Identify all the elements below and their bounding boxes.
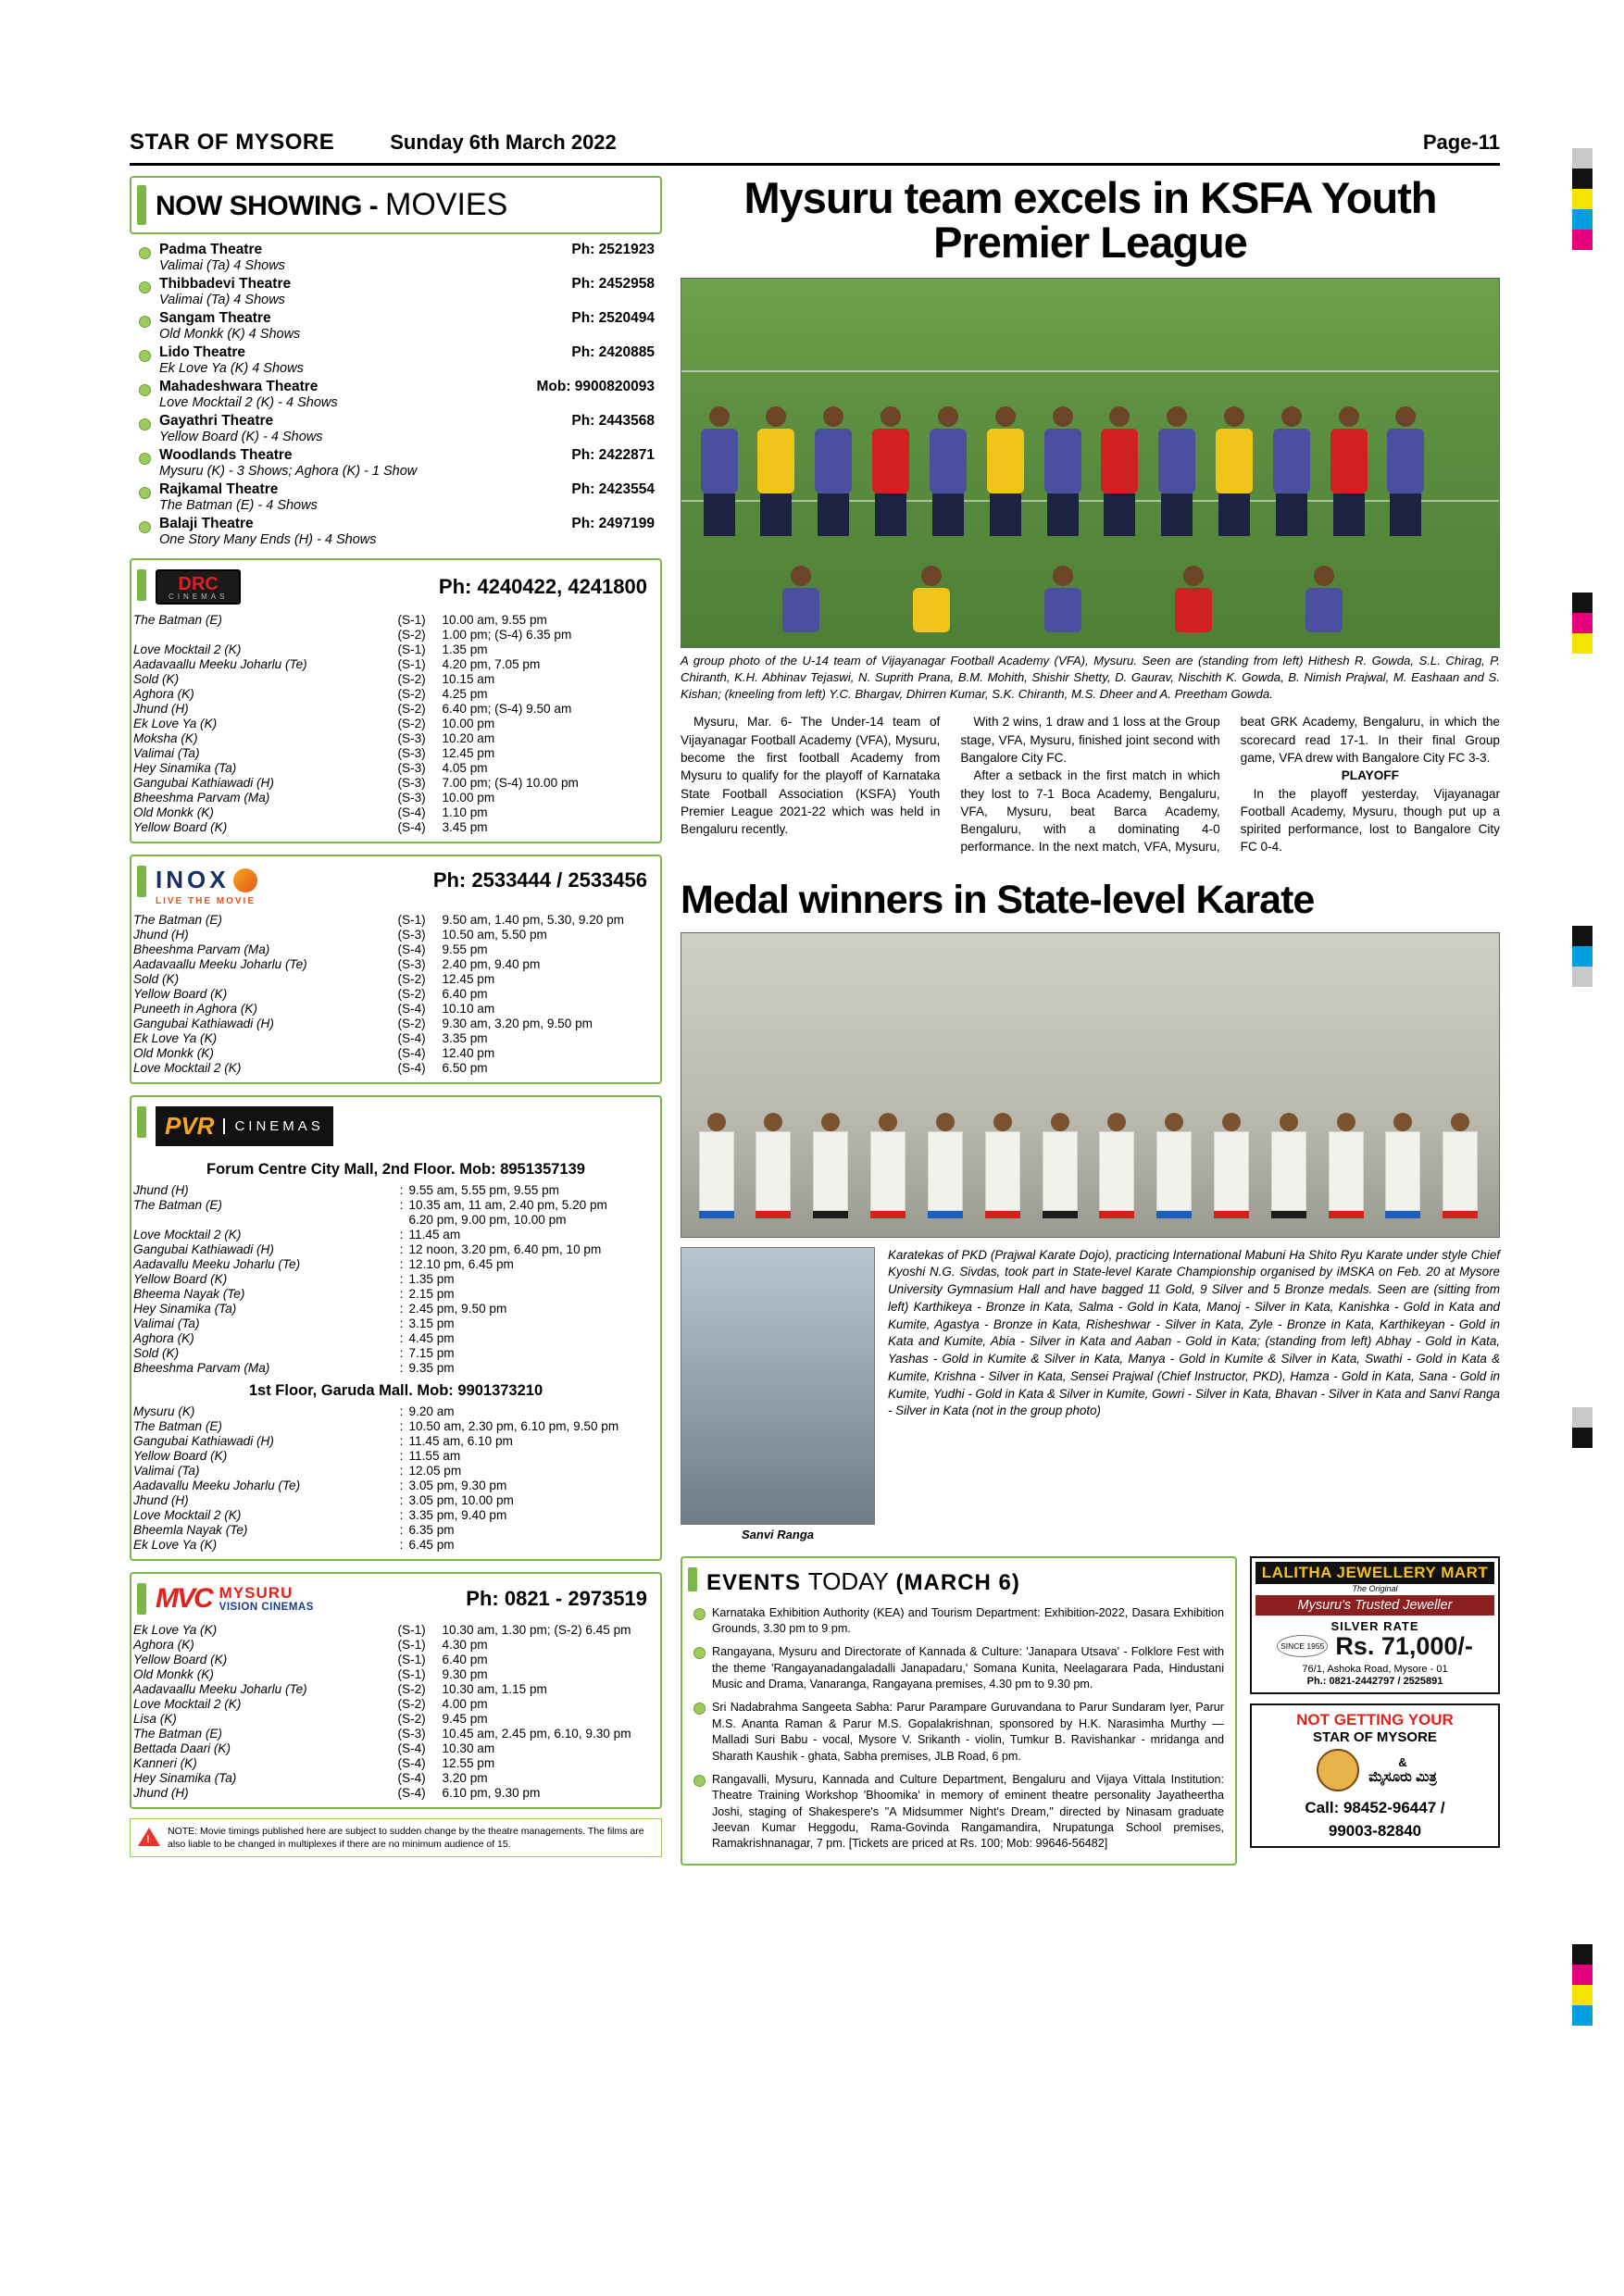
table-row: Valimai (Ta) : 3.15 pm [133, 1316, 455, 1330]
now-showing-header [130, 176, 662, 234]
circulation-ad[interactable] [1250, 1703, 1500, 1848]
now-showing-dash: - [369, 191, 379, 221]
drc-cinemas-block [130, 558, 662, 843]
table-row: Ek Love Ya (K) : 6.45 pm [133, 1537, 455, 1552]
theatre-film: Old Monkk (K) 4 Shows [159, 327, 301, 342]
table-row: Lisa (K) (S-2) 9.45 pm [133, 1711, 488, 1726]
page-number: Page-11 [1422, 131, 1500, 154]
theatre-phone: Ph: 2422871 [571, 447, 655, 463]
table-row: Bheema Nayak (Te) : 2.15 pm [133, 1286, 455, 1301]
theatre-list [130, 242, 662, 547]
story-1-body [681, 713, 1500, 855]
events-title: EVENTS [706, 1569, 802, 1595]
theatre-name: Gayathri Theatre [159, 413, 274, 429]
theatre-film: Love Mocktail 2 (K) - 4 Shows [159, 395, 338, 410]
list-item [130, 481, 662, 513]
theatre-name: Balaji Theatre [159, 516, 254, 531]
print-color-bar-top [1572, 148, 1593, 250]
silver-rate-label: SILVER RATE [1330, 1618, 1419, 1633]
theatre-phone: Ph: 2521923 [571, 242, 655, 257]
table-row: The Batman (E) : 10.50 am, 2.30 pm, 6.10 pm, 9.50 pm [133, 1418, 619, 1433]
table-row: Yellow Board (K) : 11.55 am [133, 1448, 461, 1463]
bottom-row [681, 1556, 1500, 1866]
table-row: Valimai (Ta) (S-3) 12.45 pm [133, 745, 495, 760]
print-color-bar-upper [1572, 593, 1593, 654]
warning-icon [138, 1828, 160, 1846]
mvc-schedule-table [131, 1622, 660, 1800]
theatre-film: One Story Many Ends (H) - 4 Shows [159, 532, 377, 547]
table-row: Jhund (H) : 9.55 am, 5.55 pm, 9.55 pm [133, 1182, 559, 1197]
ad-line-3: ಮೈಸೂರು ಮಿತ್ರ [1368, 1768, 1437, 1785]
print-color-bar-bottom [1572, 1944, 1593, 2026]
jewellery-tagline: The Original [1352, 1583, 1398, 1593]
masthead [130, 130, 1500, 166]
since-badge: SINCE 1955 [1277, 1635, 1328, 1657]
pvr-schedule-table-1 [131, 1182, 660, 1375]
sanvi-name: Sanvi Ranga [741, 1527, 815, 1541]
drc-logo-icon: DRC CINEMAS [156, 569, 241, 605]
table-row: Bettada Daari (K) (S-4) 10.30 am [133, 1741, 495, 1755]
table-row: Aghora (K) (S-1) 4.30 pm [133, 1637, 488, 1652]
table-row: 6.20 pm, 9.00 pm, 10.00 pm [408, 1212, 567, 1227]
theatre-film: The Batman (E) - 4 Shows [159, 498, 318, 513]
table-row: Mysuru (K) : 9.20 am [133, 1404, 455, 1418]
events-today: TODAY [807, 1566, 889, 1595]
jewellery-phone: Ph.: 0821-2442797 / 2525891 [1306, 1676, 1443, 1688]
list-item [130, 413, 662, 444]
silver-rate-value: Rs. 71,000/- [1335, 1631, 1473, 1660]
table-row: Aadavallu Meeku Joharlu (Te) : 3.05 pm, 9.30 pm [133, 1478, 507, 1492]
table-row: Aadavaallu Meeku Joharlu (Te) (S-2) 10.30 am, 1.15 pm [133, 1681, 547, 1696]
jewellery-name: LALITHA JEWELLERY MART [1255, 1562, 1494, 1584]
events-date: (MARCH 6) [895, 1569, 1020, 1595]
print-color-bar-mid [1572, 926, 1593, 987]
list-item [130, 242, 662, 273]
theatre-name: Lido Theatre [159, 344, 246, 360]
playoff-subhead: PLAYOFF [1341, 768, 1399, 783]
table-row: Gangubai Kathiawadi (H) (S-3) 7.00 pm; (S-4) 10.00 pm [133, 775, 579, 790]
list-item: Rangavalli, Mysuru, Kannada and Culture Department, Bengaluru and Vijaya Vittala Institution: Theatre Training Workshop 'Bhoomika' in memory of eminent theatre personality Jayatheertha Joshi, staging of Shakespere's "A Midsummer Night's Dream," directed by Ninasam graduate Jeevan Kumar Heggodu, Rama-Govinda Rangamandira, Nrupatunga School premises, Ramakrishnanagar, 7 pm. [Tickets are priced at Rs. 100; Mob: 99646-56482] [682, 1768, 1235, 1856]
list-item: Rangayana, Mysuru and Directorate of Kannada & Culture: 'Janapara Utsava' - Folklore Fest with the theme 'Rangayanadangaladalli Janapadaru,' Somana Kunita, Neelagarara Pada, Hindustani Music and Drama, Vanaranga, Rangayana premises, 4.30 pm to 9.30 pm. [682, 1641, 1235, 1696]
mascot-icon [1317, 1749, 1359, 1791]
list-item [130, 344, 662, 376]
table-row: Love Mocktail 2 (K) (S-2) 4.00 pm [133, 1696, 488, 1711]
events-today-block [681, 1556, 1237, 1866]
football-team-photo [681, 278, 1500, 648]
table-row: Jhund (H) : 3.05 pm, 10.00 pm [133, 1492, 514, 1507]
table-row: The Batman (E) (S-1) 9.50 am, 1.40 pm, 5.30, 9.20 pm [133, 912, 624, 927]
issue-date: Sunday 6th March 2022 [390, 131, 617, 154]
table-row: Bheeshma Parvam (Ma) (S-3) 10.00 pm [133, 790, 495, 805]
table-row: Jhund (H) (S-3) 10.50 am, 5.50 pm [133, 927, 547, 942]
theatre-phone: Ph: 2520494 [571, 310, 655, 326]
theatre-film: Ek Love Ya (K) 4 Shows [159, 361, 304, 376]
story-1-caption: A group photo of the U-14 team of Vijayanagar Football Academy (VFA), Mysuru. Seen are (standing from left) Hithesh R. Gowda, S.L. Chirag, P. Chiranth, K.H. Abhinav Tejaswi, N. Suprith Prana, B.M. Mohith, Shishir Shetty, D. Gaurav, Nischith K. Gowda, B. Nimish Prajwal, M. Eashaan and S. Kishan; (kneeling from left) Y.C. Bhargav, Dhirren Kumar, S.K. Chiranth, M.S. Dheer and A. Preetham Gowda. [681, 653, 1500, 701]
table-row: The Batman (E) (S-1) 10.00 am, 9.55 pm [133, 612, 547, 627]
jewellery-address: 76/1, Ashoka Road, Mysore - 01 [1302, 1663, 1448, 1675]
theatre-name: Thibbadevi Theatre [159, 276, 292, 292]
table-row: The Batman (E) : 10.35 am, 11 am, 2.40 pm, 5.20 pm [133, 1197, 607, 1212]
table-row: Bheemla Nayak (Te) : 6.35 pm [133, 1522, 455, 1537]
table-row: Gangubai Kathiawadi (H) : 11.45 am, 6.10 pm [133, 1433, 513, 1448]
table-row: Valimai (Ta) : 12.05 pm [133, 1463, 462, 1478]
paragraph: After a setback in the first match in which they lost to 7-1 Boca Academy, Bengaluru, VFA, Mysuru, beat Barca Academy, Bengaluru, with a dominating 4-0 performance. In the next match, VFA, Mysuru, beat GRK Academy, Bengaluru, in which the scorecard read 17-1. In their final Group game, VFA drew with Bangalore City FC 3-3. [960, 715, 1500, 855]
theatre-phone: Ph: 2423554 [571, 481, 655, 497]
karate-caption-block [681, 1247, 1500, 1541]
table-row: Yellow Board (K) (S-1) 6.40 pm [133, 1652, 488, 1666]
table-row: Bheeshma Parvam (Ma) : 9.35 pm [133, 1360, 455, 1375]
table-row: Moksha (K) (S-3) 10.20 am [133, 730, 495, 745]
table-row: Hey Sinamika (Ta) (S-3) 4.05 pm [133, 760, 488, 775]
inox-logo-subtitle: LIVE THE MOVIE [156, 896, 256, 906]
list-item: Karnataka Exhibition Authority (KEA) and Tourism Department: Exhibition-2022, Dasara Exhibition Grounds, 3.30 pm to 9 pm. [682, 1602, 1235, 1641]
inox-logo-icon: INOX [156, 866, 257, 894]
now-showing-title: NOW SHOWING [156, 191, 362, 221]
table-row: The Batman (E) (S-3) 10.45 am, 2.45 pm, 6.10, 9.30 pm [133, 1726, 631, 1741]
theatre-phone: Ph: 2443568 [571, 413, 655, 429]
table-row: Old Monkk (K) (S-4) 12.40 pm [133, 1045, 495, 1060]
timings-note: ! NOTE: Movie timings published here are subject to sudden change by the theatre managements. The films are also liable to be changed in multiplexes if there are no minimum audience of 15. [130, 1818, 662, 1857]
mvc-cinemas-block [130, 1572, 662, 1809]
table-row: Yellow Board (K) : 1.35 pm [133, 1271, 455, 1286]
pvr-venue-2: 1st Floor, Garuda Mall. Mob: 9901373210 [248, 1382, 543, 1399]
advertisements [1250, 1556, 1500, 1866]
story-2-headline: Medal winners in State-level Karate [681, 877, 1315, 922]
table-row: Ek Love Ya (K) (S-1) 10.30 am, 1.30 pm; (S-2) 6.45 pm [133, 1622, 631, 1637]
table-row: Aghora (K) (S-2) 4.25 pm [133, 686, 488, 701]
pvr-cinemas-block [130, 1095, 662, 1561]
mvc-logo-icon: MVC MYSURU VISION CINEMAS [156, 1583, 314, 1614]
ad-call-2: 99003-82840 [1328, 1821, 1422, 1840]
table-row: Yellow Board (K) (S-4) 3.45 pm [133, 819, 488, 834]
table-row: Yellow Board (K) (S-2) 6.40 pm [133, 986, 488, 1001]
theatre-film: Mysuru (K) - 3 Shows; Aghora (K) - 1 Show [159, 464, 418, 479]
table-row: Love Mocktail 2 (K) (S-1) 1.35 pm [133, 642, 488, 656]
theatre-film: Valimai (Ta) 4 Shows [159, 258, 285, 273]
jewellery-ad[interactable] [1250, 1556, 1500, 1695]
paragraph: Mysuru, Mar. 6- The Under-14 team of Vijayanagar Football Academy (VFA), Mysuru, become the first football Academy from Mysuru to qualify for the playoff of Karnataka State Football Association (KSFA) Youth Premier League 2021-22 which was held in Bengaluru recently. [681, 715, 941, 837]
theatre-film: Yellow Board (K) - 4 Shows [159, 430, 323, 444]
theatre-phone: Ph: 2452958 [571, 276, 655, 292]
table-row: Love Mocktail 2 (K) : 11.45 am [133, 1227, 461, 1242]
table-row: Ek Love Ya (K) (S-2) 10.00 pm [133, 716, 495, 730]
theatre-name: Mahadeshwara Theatre [159, 379, 319, 394]
theatre-film: Valimai (Ta) 4 Shows [159, 293, 285, 307]
print-color-bar-lower [1572, 1407, 1593, 1448]
table-row: Bheeshma Parvam (Ma) (S-4) 9.55 pm [133, 942, 488, 956]
pvr-schedule-table-2 [131, 1404, 660, 1552]
table-row: Hey Sinamika (Ta) : 2.45 pm, 9.50 pm [133, 1301, 507, 1316]
pvr-logo-icon: PVR CINEMAS [156, 1106, 333, 1146]
table-row: (S-2) 1.00 pm; (S-4) 6.35 pm [397, 627, 572, 642]
paper-name: STAR OF MYSORE [130, 130, 335, 155]
table-row: Ek Love Ya (K) (S-4) 3.35 pm [133, 1030, 488, 1045]
list-item [130, 447, 662, 479]
table-row: Kanneri (K) (S-4) 12.55 pm [133, 1755, 495, 1770]
right-column [681, 173, 1500, 1866]
table-row: Sold (K) (S-2) 10.15 am [133, 671, 495, 686]
list-item [130, 276, 662, 307]
now-showing-subtitle: MOVIES [385, 187, 508, 222]
table-row: Love Mocktail 2 (K) : 3.35 pm, 9.40 pm [133, 1507, 507, 1522]
left-column [130, 176, 662, 1857]
ad-line-2: STAR OF MYSORE [1313, 1729, 1437, 1746]
table-row: Sold (K) (S-2) 12.45 pm [133, 971, 495, 986]
inox-schedule-table [131, 912, 660, 1075]
list-item [130, 379, 662, 410]
table-row: Jhund (H) (S-2) 6.40 pm; (S-4) 9.50 am [133, 701, 572, 716]
theatre-name: Rajkamal Theatre [159, 481, 279, 497]
table-row: Sold (K) : 7.15 pm [133, 1345, 455, 1360]
table-row: Puneeth in Aghora (K) (S-4) 10.10 am [133, 1001, 495, 1016]
list-item [130, 516, 662, 547]
theatre-phone: Ph: 2497199 [571, 516, 655, 531]
list-item: Sri Nadabrahma Sangeeta Sabha: Parur Parampare Guruvandana to Parur Sundaram Iyer, Parur M.S. Ananta Raman & Parur M.S. Gopalakrishnan, sponsored by H.K. Narasimha Murthy — Malladi Suri Babu - vocal, Mysore V. Srikanth - violin, Tumkur B. Ravishankar - mridanga and Sharath Kaushik - ghata, Sabha premises, JLB Road, 6 pm. [682, 1696, 1235, 1768]
table-row: Gangubai Kathiawadi (H) (S-2) 9.30 am, 3.20 pm, 9.50 pm [133, 1016, 593, 1030]
table-row: Jhund (H) (S-4) 6.10 pm, 9.30 pm [133, 1785, 541, 1800]
paragraph: With 2 wins, 1 draw and 1 loss at the Group stage, VFA, Mysuru, finished joint second with Bangalore City FC. [960, 715, 1220, 765]
table-row: Aadavaallu Meeku Joharlu (Te) (S-3) 2.40 pm, 9.40 pm [133, 956, 541, 971]
story-2-caption: Karatekas of PKD (Prajwal Karate Dojo), practicing International Mabuni Ha Shito Ryu Karate under style Chief Kyoshi N.G. Sivdas, took part in State-level Karate Championship organised by iMSKA on Feb. 20 at Mysore University Gymnasium Hall and have bagged 11 Gold, 9 Silver and 5 Bronze medals. Seen are (sitting from left) Karthikeya - Bronze in Kata, Salma - Gold in Kata, Manoj - Silver in Kata, Kanishka - Gold in Kata and Kumite, Agastya - Bronze in Kata, Risheshwar - Silver in Kata, Zyle - Bronze in Kata, Karthikeyan - Gold in Kata and Kumite, Abia - Silver in Kata and Aaban - Gold in Kata; (standing from left) Abhay - Gold in Kata, Yashas - Gold in Kumite & Silver in Kata, Manya - Gold in Kumite & Silver in Kata, Swathi - Gold in Kata & Kumite, Krishna - Silver in Kata, Sensei Prajwal (Chief Instructor, PKD), Hamza - Gold in Kata, Sana - Gold in Kumite, Yudhi - Gold in Kata & Silver in Kumite, Gowri - Silver in Kata, Bhavan - Silver in Kata and Sanvi Ranga - Silver in Kata (not in the group photo) [888, 1247, 1500, 1418]
table-row: Old Monkk (K) (S-1) 9.30 pm [133, 1666, 488, 1681]
table-row: Aghora (K) : 4.45 pm [133, 1330, 455, 1345]
ad-call-1: Call: 98452-96447 / [1305, 1799, 1445, 1817]
theatre-name: Sangam Theatre [159, 310, 271, 326]
table-row: Old Monkk (K) (S-4) 1.10 pm [133, 805, 488, 819]
pvr-venue-1: Forum Centre City Mall, 2nd Floor. Mob: 8951357139 [206, 1161, 585, 1178]
ad-line-1: NOT GETTING YOUR [1296, 1711, 1454, 1729]
list-item [130, 310, 662, 342]
table-row: Aadavallu Meeku Joharlu (Te) : 12.10 pm, 6.45 pm [133, 1256, 514, 1271]
table-row: Gangubai Kathiawadi (H) : 12 noon, 3.20 pm, 6.40 pm, 10 pm [133, 1242, 602, 1256]
paragraph: In the playoff yesterday, Vijayanagar Football Academy, Mysuru, though put up a spirited performance, lost to Bangalore City FC 0-4. [1240, 786, 1500, 855]
drc-phone: Ph: 4240422, 4241800 [438, 575, 647, 598]
karate-group-photo [681, 932, 1500, 1238]
theatre-phone: Ph: 2420885 [571, 344, 655, 360]
sanvi-photo [681, 1247, 875, 1525]
theatre-name: Woodlands Theatre [159, 447, 293, 463]
theatre-name: Padma Theatre [159, 242, 263, 257]
sanvi-photo-block [681, 1247, 875, 1541]
ad-ampersand: & [1398, 1754, 1407, 1769]
jewellery-banner: Mysuru's Trusted Jeweller [1255, 1595, 1494, 1616]
table-row: Hey Sinamika (Ta) (S-4) 3.20 pm [133, 1770, 488, 1785]
table-row: Love Mocktail 2 (K) (S-4) 6.50 pm [133, 1060, 488, 1075]
story-1-headline: Mysuru team excels in KSFA Youth Premier League [743, 173, 1437, 267]
mvc-phone: Ph: 0821 - 2973519 [466, 1587, 647, 1610]
drc-schedule-table [131, 612, 660, 834]
inox-cinemas-block [130, 855, 662, 1084]
theatre-phone: Mob: 9900820093 [536, 379, 655, 394]
table-row: Aadavaallu Meeku Joharlu (Te) (S-1) 4.20 pm, 7.05 pm [133, 656, 541, 671]
inox-phone: Ph: 2533444 / 2533456 [432, 867, 647, 892]
